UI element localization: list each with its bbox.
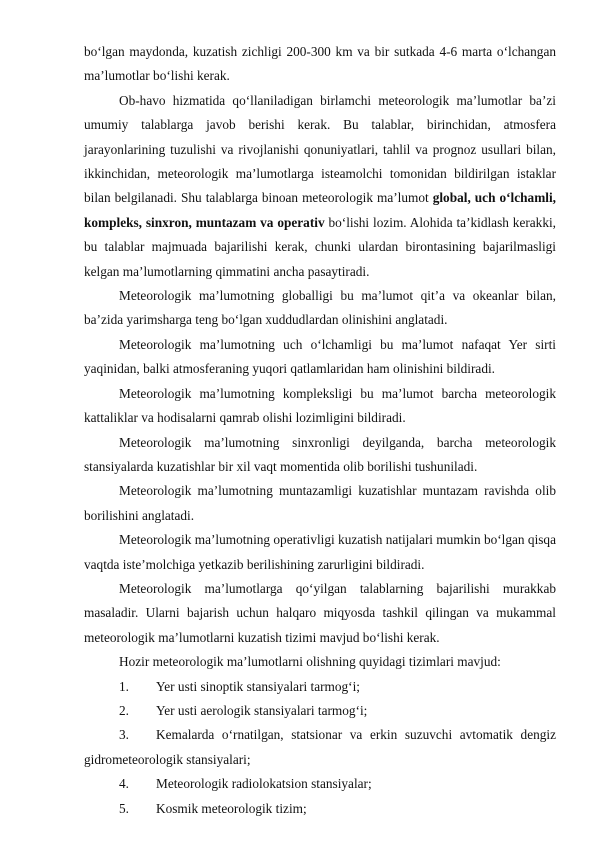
list-item — [84, 797, 556, 821]
paragraph-requirements — [84, 89, 556, 284]
bold-requirements: global, uch o‘lchamli, kompleks, sinxron, muntazam va operativ — [84, 190, 556, 230]
list-number: 1. — [119, 678, 129, 694]
list-text: Meteorologik radiolokatsion stansiyalar; — [156, 776, 372, 792]
list-item — [84, 675, 556, 699]
paragraph-continuation: bo‘lgan maydonda, kuzatish zichligi 200-300 km va bir sutkada 4-6 marta o‘lchangan ma’lumotlar bo‘lishi kerak. — [84, 44, 556, 84]
list-number: 3. — [119, 727, 129, 743]
list-item — [84, 699, 556, 723]
paragraph-synchronicity: Meteorologik ma’lumotning sinxronligi deyilganda, barcha meteorologik stansiyalarda kuzatishlar bir xil vaqt momentida olib borilishi tushuniladi. — [84, 434, 556, 474]
paragraph-regularity: Meteorologik ma’lumotning muntazamligi kuzatishlar muntazam ravishda olib borilishini anglatadi. — [84, 483, 556, 523]
document-page — [84, 40, 556, 821]
list-text: Kemalarda o‘rnatilgan, statsionar va erkin suzuvchi avtomatik dengiz gidrometeorologik stansiyalari; — [84, 727, 556, 767]
paragraph-operativity: Meteorologik ma’lumotning operativligi kuzatish natijalari mumkin bo‘lgan qisqa vaqtda iste’molchiga yetkazib berilishining zarurligini bildiradi. — [84, 532, 556, 572]
list-text: Yer usti sinoptik stansiyalari tarmog‘i; — [156, 678, 360, 694]
list-text: Kosmik meteorologik tizim; — [156, 800, 307, 816]
list-number: 5. — [119, 800, 129, 816]
paragraph-three-dimensionality: Meteorologik ma’lumotning uch o‘lchamligi bu ma’lumot nafaqat Yer sirti yaqinidan, balki atmosferaning yuqori qatlamlaridan ham olinishini bildiradi. — [84, 336, 556, 377]
list-number: 4. — [119, 776, 129, 792]
list-number: 2. — [119, 702, 129, 718]
paragraph-text: Ob-havo hizmatida qo‘llaniladigan birlamchi meteorologik ma’lumotlar ba’zi umumiy talablarga javob berishi kerak. Bu talablar, birinchidan, atmosfera jarayonlarining tuzulishi va rivojlanishi qonuniyatlari, tahlil va prognoz usullari bilan, ikkinchidan, meteorologik ma’lumotlarga isteamolchi tomonidan bildirilgan istaklar bilan belgilanadi. Shu talablarga binoan meteorologik ma’lumot — [84, 92, 556, 206]
list-item — [84, 723, 556, 772]
list-text: Yer usti aerologik stansiyalari tarmog‘i; — [156, 702, 368, 718]
paragraph-complexity: Meteorologik ma’lumotning kompleksligi bu ma’lumot barcha meteorologik kattaliklar va hodisalarni qamrab olishi lozimligini bildiradi. — [84, 385, 556, 426]
paragraph-text: bo‘lishi lozim. Alohida ta’kidlash kerakki, bu talablar majmuada bajarilishi kerak, chunki ulardan birontasining bajarilmasligi kelgan ma’lumotlarning qimmatini ancha pasaytiradi. — [84, 214, 556, 279]
paragraph-observation-system: Meteorologik ma’lumotlarga qo‘yilgan talablarning bajarilishi murakkab masaladir. Ularni bajarish uchun halqaro miqyosda tashkil qilingan va mukammal meteorologik ma’lumotlarni kuzatish tizimi mavjud bo‘lishi kerak. — [84, 580, 556, 645]
list-item — [84, 772, 556, 796]
paragraph-globality: Meteorologik ma’lumotning globalligi bu ma’lumot qit’a va okeanlar bilan, ba’zida yarimsharga teng bo‘lgan xuddudlardan olinishini anglatadi. — [84, 288, 556, 328]
paragraph-systems-intro: Hozir meteorologik ma’lumotlarni olishning quyidagi tizimlari mavjud: — [119, 654, 501, 670]
systems-list — [84, 675, 556, 821]
